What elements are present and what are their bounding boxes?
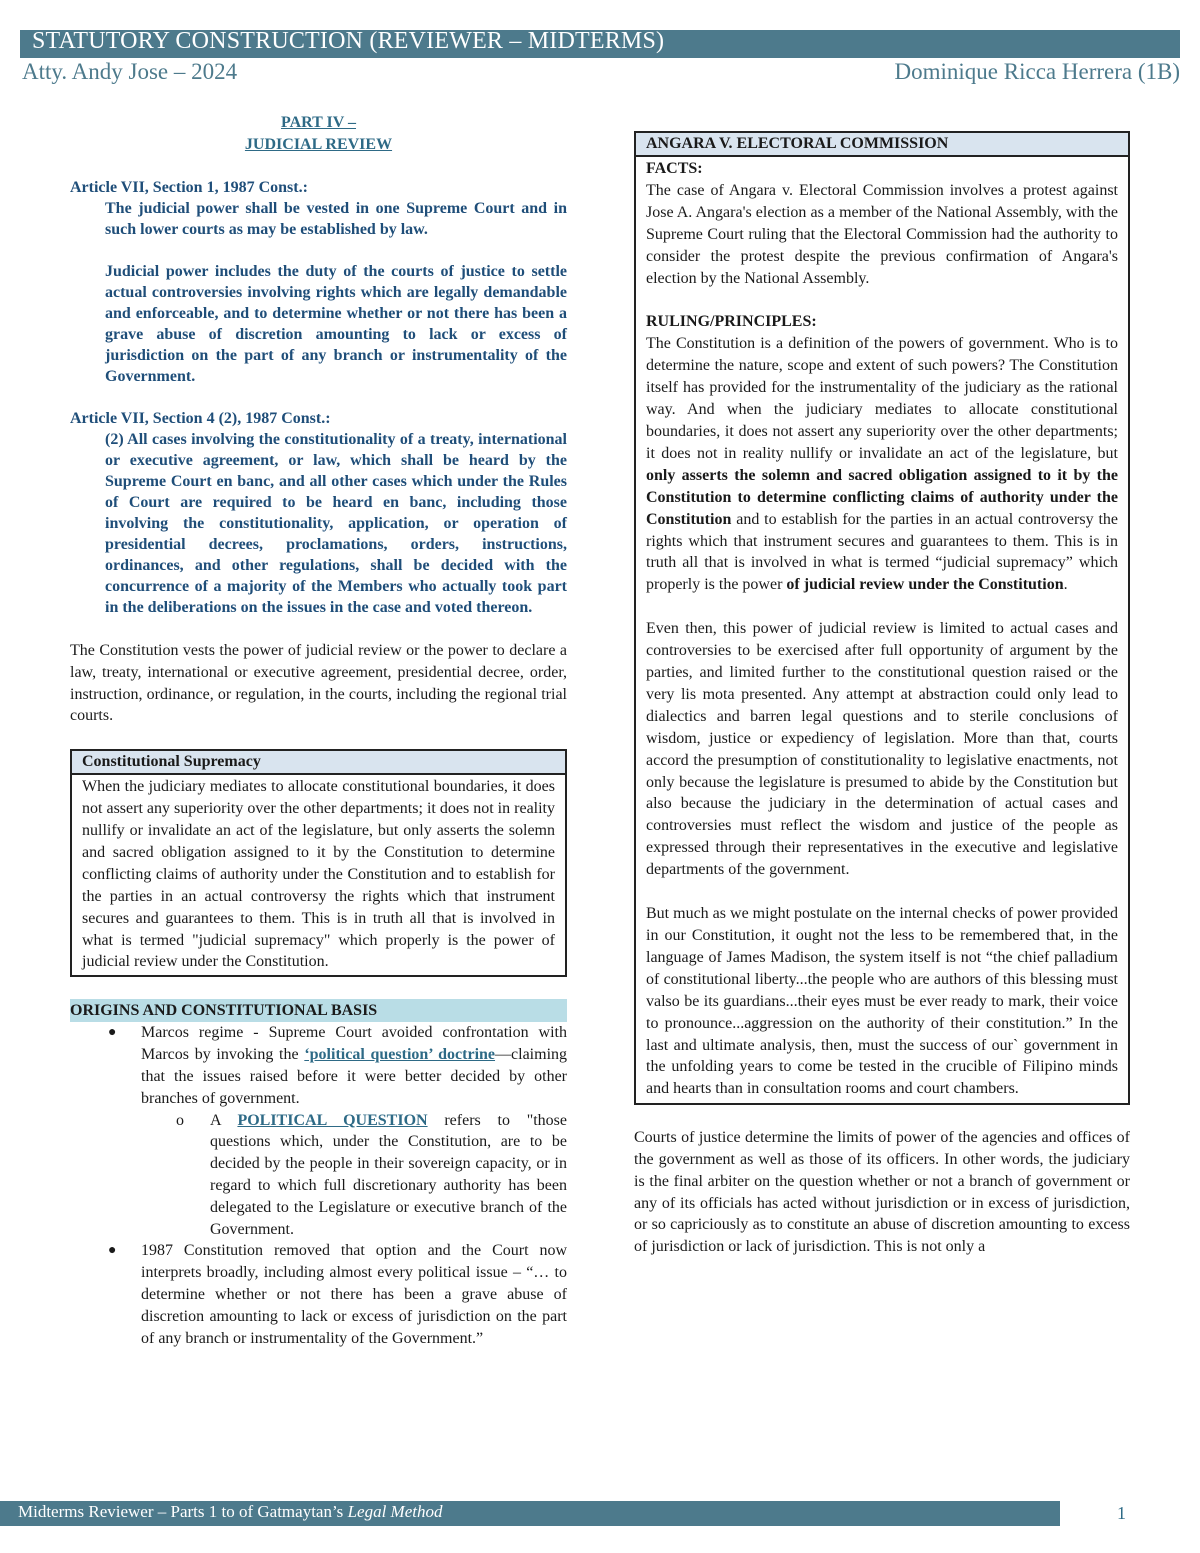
ruling-p3: But much as we might postulate on the internal checks of power provided in our Constitution, it ought not the less to be remembered that, in the language of James Madison, the system itself is not “the chief palladium of constitutional liberty...the people who are authors of this blessing must valso be its guardians...their eyes must be ever ready to mark, their voice to pronounce...aggression on the authority of their constitution.” In the last and ultimate analysis, then, must the success of our` government in the unfolding years to come be tested in the crucible of Filipino minds and hearts than in consultation rooms and court chambers.: [646, 905, 1118, 1098]
ruling-label: RULING/PRINCIPLES:: [646, 313, 817, 331]
origins-heading: ORIGINS AND CONSTITUTIONAL BASIS: [70, 999, 567, 1022]
left-column: [70, 112, 567, 1349]
article1-p2: Judicial power includes the duty of the courts of justice to settle actual controversies involving rights which are legally demandable and enforceable, and to determine whether or not there has been a grave abuse of discretion amounting to lack or excess of jurisdiction on the part of any branch or instrumentality of the Government.: [105, 263, 567, 385]
ruling-p2: Even then, this power of judicial review is limited to actual cases and controversies to be exercised after full opportunity of argument by the parties, and limited further to the constitutional question raised or the very lis mota presented. Any attempt at abstraction could only lead to dialectics and barren legal questions and to sterile conclusions of wisdom, justice or expediency of legislation. More than that, courts accord the presumption of constitutionality to legislative enactments, not only because the legislature is presumed to abide by the Constitution but also because the judiciary in the determination of actual cases and controversies must reflect the wisdom and justice of the people as expressed through their representatives in the executive and legislative departments of the government.: [646, 620, 1118, 879]
article1-p1: The judicial power shall be vested in one Supreme Court and in such lower courts as may be established by law.: [105, 200, 567, 238]
angara-heading: ANGARA V. ELECTORAL COMMISSION: [636, 133, 1128, 157]
list-item: ● Marcos regime - Supreme Court avoided confrontation with Marcos by invoking the ‘political question’ doctrine—claiming that the issues raised before it were better decided by other branches of government.: [108, 1024, 568, 1107]
political-question-link[interactable]: POLITICAL QUESTION: [237, 1111, 428, 1129]
document-title: STATUTORY CONSTRUCTION (REVIEWER – MIDTERMS): [32, 28, 665, 54]
article4-heading: Article VII, Section 4 (2), 1987 Const.:: [70, 410, 331, 427]
angara-box: [634, 131, 1130, 1105]
footer-text: Midterms Reviewer – Parts 1 to of Gatmaytan’s Legal Method: [18, 1502, 443, 1521]
student-line: Dominique Ricca Herrera (1B): [894, 59, 1180, 84]
sub-list-item: o A POLITICAL QUESTION refers to "those questions which, under the Constitution, are to be decided by the people in their sovereign capacity, or in regard to which full discretionary authority has been delegated to the Legislature or executive branch of the Government.: [176, 1111, 568, 1238]
courts-paragraph: Courts of justice determine the limits of power of the agencies and offices of the government as well as those of its officers. In other words, the judiciary is the final arbiter on the question whether or not a branch of government or any of its officials has acted without jurisdiction or in excess of jurisdiction, or so capriciously as to constitute an abuse of discretion amounting to excess of jurisdiction or lack of jurisdiction. This is not only a: [634, 1129, 1130, 1256]
ruling-text: The Constitution is a definition of the powers of government. Who is to determine the nature, scope and extent of such powers? The Constitution itself has provided for the instrumentality of the judiciary as the rational way. And when the judiciary mediates to allocate constitutional boundaries, it does not assert any superiority over the other departments; it does not in reality nullify or invalidate an act of the legislature, but only asserts the solemn and sacred obligation assigned to it by the Constitution to determine conflicting claims of authority under the Constitution and to establish for the parties in an actual controversy the rights which that instrument secures and guarantees to them. This is in truth all that is involved in what is termed “judicial supremacy” which properly is the power of judicial review under the Constitution.: [646, 335, 1118, 594]
part-heading: [70, 112, 567, 156]
supremacy-body: When the judiciary mediates to allocate constitutional boundaries, it does not assert any superiority over the other departments; it does not in reality nullify or invalidate an act of the legislature, but only asserts the solemn and sacred obligation assigned to it by the Constitution to determine conflicting claims of authority under the Constitution and to establish for the parties in an actual controversy the rights which that instrument secures and guarantees to them. This is in truth all that is involved in what is termed "judicial supremacy" which properly is the power of judicial review under the Constitution.: [82, 778, 555, 971]
bullet-icon: ●: [108, 1025, 117, 1041]
page-number: 1: [1117, 1503, 1126, 1523]
sub-bullet-marker: o: [176, 1111, 184, 1129]
part-title: JUDICIAL REVIEW: [244, 136, 393, 153]
political-question-doctrine-link[interactable]: ‘political question’ doctrine: [304, 1046, 496, 1064]
article4-text: (2) All cases involving the constitutionality of a treaty, international or executive agreement, or law, which shall be heard by the Supreme Court en banc, and all other cases which under the Rules of Court are required to be heard en banc, including those involving the constitutionality, application, or operation of presidential decrees, proclamations, orders, instructions, ordinances, and other regulations, shall be decided with the concurrence of a majority of the Members who actually took part in the deliberations on the issues in the case and voted thereon.: [105, 431, 567, 616]
angara-body: [636, 157, 1128, 1103]
supremacy-box: [70, 749, 567, 977]
supremacy-heading: Constitutional Supremacy: [72, 751, 565, 775]
vest-paragraph: The Constitution vests the power of judicial review or the power to declare a law, treaty, international or executive agreement, presidential decree, order, instruction, ordinance, or regulation, in the courts, including the regional trial courts.: [70, 642, 567, 725]
right-column: [634, 131, 1130, 1258]
bullet-icon: ●: [108, 1243, 117, 1259]
part-number: PART IV –: [280, 114, 356, 131]
facts-label: FACTS:: [646, 160, 703, 177]
facts-text: The case of Angara v. Electoral Commission involves a protest against Jose A. Angara's election as a member of the National Assembly, with the Supreme Court ruling that the Electoral Commission had the authority to consider the protest despite the previous confirmation of Angara's election by the National Assembly.: [646, 181, 1118, 287]
list-item: ● 1987 Constitution removed that option and the Court now interprets broadly, including almost every political issue – “… to determine whether or not there has been a grave abuse of discretion amounting to lack or excess of jurisdiction on the part of any branch or instrumentality of the Government.”: [108, 1242, 567, 1347]
author-line: Atty. Andy Jose – 2024: [22, 59, 238, 84]
article1-heading: Article VII, Section 1, 1987 Const.:: [70, 179, 308, 196]
